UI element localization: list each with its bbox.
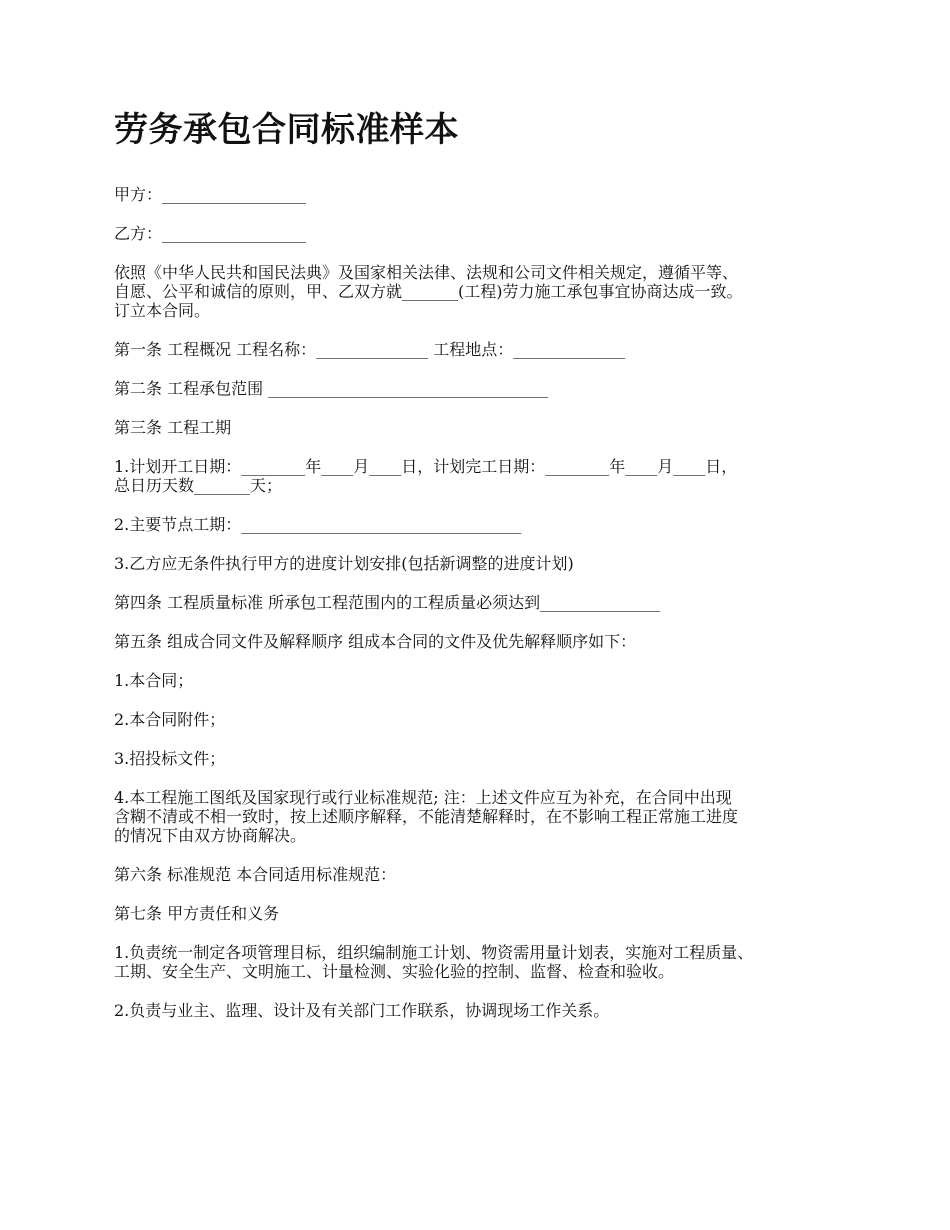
text-line: 第一条 工程概况 工程名称：______________ 工程地点：______________ xyxy=(114,339,626,359)
text-line: 依照《中华人民共和国民法典》及国家相关法律、法规和公司文件相关规定，遵循平等、 xyxy=(114,262,739,282)
text-line: 甲方：__________________ xyxy=(114,184,307,204)
article-4-paragraph xyxy=(114,593,854,612)
text-line: 第二条 工程承包范围 ___________________________________ xyxy=(114,378,549,398)
list-item xyxy=(114,788,854,845)
text-line: 4.本工程施工图纸及国家现行或行业标准规范; 注：上述文件应互为补充，在合同中出现 xyxy=(114,787,732,807)
preamble-paragraph xyxy=(114,263,854,320)
list-item xyxy=(114,749,854,768)
article-3-heading xyxy=(114,418,854,437)
text-line: 1.负责统一制定各项管理目标，组织编制施工计划、物资需用量计划表，实施对工程质量、 xyxy=(114,942,754,962)
list-item xyxy=(114,671,854,690)
text-line: 2.本合同附件； xyxy=(114,709,226,729)
list-item xyxy=(114,710,854,729)
text-line: 自愿、公平和诚信的原则，甲、乙双方就_______(工程)劳力施工承包事宜协商达成一致。 xyxy=(114,281,743,301)
article-6-paragraph xyxy=(114,865,854,884)
article-5-paragraph xyxy=(114,632,854,651)
text-line: 第三条 工程工期 xyxy=(114,417,232,437)
milestone-paragraph xyxy=(114,515,854,534)
text-line: 第七条 甲方责任和义务 xyxy=(114,903,280,923)
document-title: 劳务承包合同标准样本 xyxy=(114,110,459,150)
text-line: 的情况下由双方协商解决。 xyxy=(114,825,307,845)
party-a-line xyxy=(114,185,854,204)
text-line: 2.负责与业主、监理、设计及有关部门工作联系，协调现场工作关系。 xyxy=(114,1000,610,1020)
schedule-dates-paragraph xyxy=(114,457,854,495)
text-line: 第五条 组成合同文件及解释顺序 组成本合同的文件及优先解释顺序如下： xyxy=(114,631,637,651)
text-line: 第六条 标准规范 本合同适用标准规范： xyxy=(114,864,397,884)
text-line: 1.计划开工日期：________年____月____日，计划完工日期：________年____月____日， xyxy=(114,456,738,476)
text-line: 工期、安全生产、文明施工、计量检测、实验化验的控制、监督、检查和验收。 xyxy=(114,961,675,981)
text-line: 含糊不清或不相一致时，按上述顺序解释，不能清楚解释时，在不影响工程正常施工进度 xyxy=(114,806,739,826)
text-line: 1.本合同； xyxy=(114,670,194,690)
text-line: 3.乙方应无条件执行甲方的进度计划安排(包括新调整的进度计划) xyxy=(114,553,574,573)
list-item xyxy=(114,1001,854,1020)
document-page xyxy=(114,110,854,1040)
text-line: 2.主要节点工期：___________________________________ xyxy=(114,514,522,534)
text-line: 总日历天数_______天； xyxy=(114,475,283,495)
text-line: 乙方：__________________ xyxy=(114,223,307,243)
schedule-compliance-paragraph xyxy=(114,554,854,573)
article-1-paragraph xyxy=(114,340,854,359)
text-line: 3.招投标文件； xyxy=(114,748,226,768)
article-2-paragraph xyxy=(114,379,854,398)
party-b-line xyxy=(114,224,854,243)
text-line: 第四条 工程质量标准 所承包工程范围内的工程质量必须达到_______________ xyxy=(114,592,661,612)
text-line: 订立本合同。 xyxy=(114,300,211,320)
article-7-heading xyxy=(114,904,854,923)
list-item xyxy=(114,943,854,981)
